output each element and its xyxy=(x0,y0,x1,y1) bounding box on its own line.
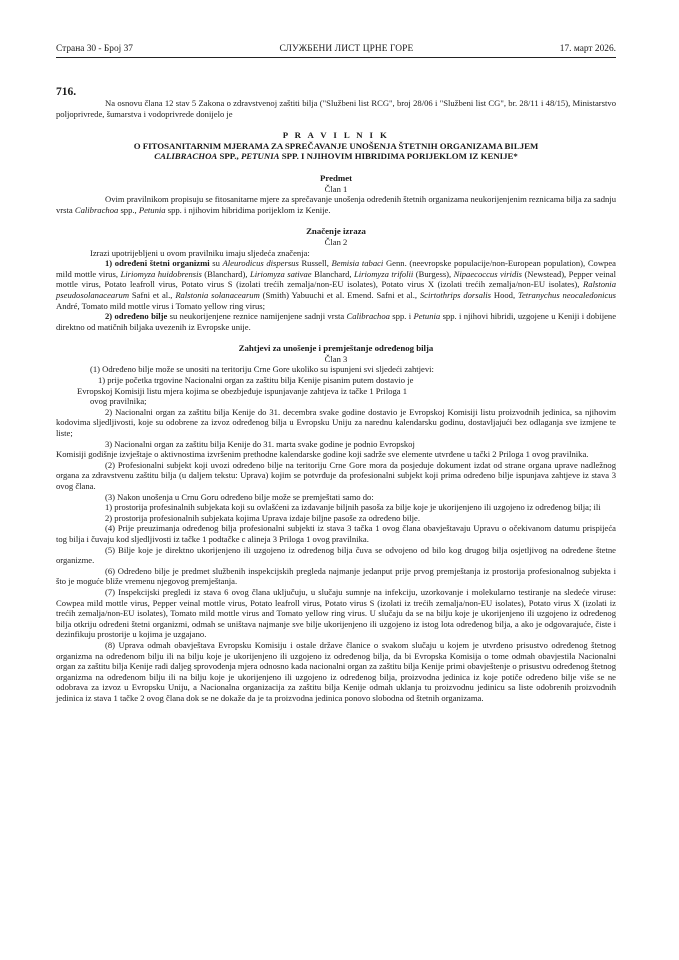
article-2-label: Član 2 xyxy=(324,236,348,247)
article-3-paragraph-1: (1) Određeno bilje može se unositi na teritoriju Crne Gore ukoliko su ispunjeni svi sljedeći zahtjevi: xyxy=(90,364,434,375)
header-gazette-title: СЛУЖБЕНИ ЛИСТ ЦРНЕ ГОРЕ xyxy=(279,44,414,54)
article-3-paragraph-5: (5) Bilje koje je direktno ukorijenjeno ili uzgojeno iz određenog bilja čuva se odvojeno od bilo kog drugog bilja osjetljivog na određene štetne organizme. xyxy=(56,544,616,566)
rulebook-word: P R A V I L N I K xyxy=(282,130,390,141)
article-3-item-1-line-3: ovog pravilnika; xyxy=(90,396,147,407)
article-3-paragraph-3-item-2: 2) prostorija profesionalnih subjekata kojima Uprava izdaje biljne pasoše za određeno bilje. xyxy=(105,512,421,523)
header-date: 17. март 2026. xyxy=(559,44,616,54)
article-3-paragraph-4: (4) Prije preuzimanja određenog bilja profesionalni subjekti iz stava 3 tačka 1 ovog člana obavještavaju Upravu o očekivanom datumu prispijeća tog bilja i čuvaju kod sljedljivosti iz tačke 1 podtačke c alineja 3 Priloga 1 ovog pravilnika. xyxy=(56,523,616,544)
section-heading-requirements: Zahtjevi za unošenje i premještanje određenog bilja xyxy=(238,343,434,354)
article-3-item-1-line-1: 1) prije početka trgovine Nacionalni organ za zaštitu bilja Kenije pisanim putem dostavio je xyxy=(98,375,414,386)
header-page-number: Страна 30 - Број 37 xyxy=(56,44,133,54)
document-number: 716. xyxy=(56,86,77,98)
article-3-label: Član 3 xyxy=(324,353,348,364)
definition-2: 2) određeno bilje su neukorijenjene reznice namijenjene sadnji vrsta Calibrachoa spp. i Petunia spp. i njihovi hibridi, uzgojene u Keniji i dobijene direktno od matičnih biljaka uvezenih iz Evropske unije. xyxy=(56,311,617,332)
article-3-paragraph-2: (2) Profesionalni subjekt koji uvozi određeno bilje na teritoriju Crne Gore mora da posjeduje dokument izdat od strane organa uprave nadležnog organa za zdravstvenu zaštitu bilja (u daljem tekstu: Uprava) kojim se potvrđuje da profesionalni subjekt koji prima određeno bilje ispunjava zahtjeve iz stava 3 ovog člana. xyxy=(56,459,616,491)
article-3-item-3-line-1: 3) Nacionalni organ za zaštitu bilja Kenije do 31. marta svake godine je podnio Evropskoj xyxy=(105,438,415,449)
rulebook-title: O FITOSANITARNIM MJERAMA ZA SPREČAVANJE UNOŠENJA ŠTETNIH ORGANIZAMA BILJEM CALIBRACHOA SPP., PETUNIA SPP. I NJIHOVIM HIBRIDIMA PORIJEKLOM IZ KENIJE* xyxy=(133,140,539,162)
article-1-text: Ovim pravilnikom propisuju se fitosanitarne mjere za sprečavanje unošenja određenih štetnih organizama neukorijenjenim reznicama bilja za sadnju vrsta Calibrachoa spp., Petunia spp. i njihovim hibridima porijeklom iz Kenije. xyxy=(56,194,616,215)
article-3-paragraph-3-item-1: 1) prostorija profesinalnih subjekata koji su ovlašćeni za izdavanje biljnih pasoša za bilje koje je ukorijenjeno ili uzgojeno iz određenog bilja; ili xyxy=(105,502,601,513)
preamble: Na osnovu člana 12 stav 5 Zakona o zdravstvenoj zaštiti bilja ("Službeni list RCG", broj 28/06 i "Službeni list CG", br. 28/11 i 48/15), Ministarstvo poljoprivrede, šumarstva i vodoprivrede donijelo je xyxy=(56,98,616,119)
article-3-paragraph-7: (7) Inspekcijski pregledi iz stava 6 ovog člana uključuju, u slučaju sumnje na infekciju, uzorkovanje i molekularno testiranje na sledeće viruse: Cowpea mild mottle virus, Pepper veinal mottle virus, Potato leafroll virus, Potato virus S (izolati iz trećih zemalja/non-EU isolates), Potato virus X (izolati iz trećih zemalja/non-EU isolates), Tomato mild mottle virus and Tomato yellow ring virus. U slučaju da se na bilju koje je ukorijenjeno ili uzgojeno iz određenog bilja otkriju određeni štetni organizmi, odmah se uništava najmanje sve bilje ukorijenjeno ili uzgojeno iz istog lota određenog bilja, a ako je odgovarajuće, čiste i dezinfikuju prostorije u kojima je uzgajano. xyxy=(56,586,616,640)
article-3-paragraph-8: (8) Uprava odmah obavještava Evropsku Komisiju i ostale države članice o svakom slučaju u kojem je utvrđeno prisustvo određenog štetnog organizma na određenom bilju ili na bilju koje je ukorijenjeno ili uzgojeno iz određenog bilja, da bi Evropska Komisija o tome odmah obavjestila Nacionalni organ za zaštitu bilja Kenije radi daljeg sprovođenja mjera odnosno kada nacionalni organ za zaštitu bilja Kenije primi obavještenje o prisustvu određenog štetnog organizma na određenom bilju ili na bilju koje je ukorijenjeno ili uzgojeno iz određenog bilja, proizvodna jedinica iz koje potiče određeno bilje više se ne odobrava za izvoz u Evropsku Uniju, a Nacionalna organizacija za zaštitu bilja Kenije odmah uklanja tu proizvodnu jedinicu sa liste odobrenih proizvodnih jedinica iz stava 1 tačke 2 ovog člana dok se ne dokaže da je ta proizvodna jedinica ponovo slobodna od štetnih organizama. xyxy=(56,639,616,703)
gazette-page xyxy=(56,44,616,703)
section-heading-definitions: Značenje izraza xyxy=(306,226,366,237)
article-3-item-3-line-2: Komisiji godišnje izvještaje o aktivnostima izvršenim prethodne kalendarske godine koji sadrže sve elemente utvrđene u tački 2 Priloga 1 ovog pravilnika. xyxy=(56,449,589,460)
definition-1: 1) određeni štetni organizmi su Aleurodicus dispersus Russell, Bemisia tabaci Genn. (neevropske populacije/non-European population), Cowpea mild mottle virus, Liriomyza huidobrensis (Blanchard), Liriomyza sativae Blanchard, Liriomyza trifolii (Burgess), Nipaecoccus viridis (Newstead), Pepper veinal mottle virus, Potato leafroll virus, Potato virus S (izolati trećih zemalja/non-EU isolates), Potato virus X (izolati trećih zemalja/non-EU isolates), Ralstonia pseudosolanacearum Safni et al., Ralstonia solanacearum (Smith) Yabuuchi et al. Emend. Safni et al., Scirtothrips dorsalis Hood, Tetranychus neocaledonicus André, Tomato mild mottle virus i Tomato yellow ring virus; xyxy=(56,258,616,311)
article-3-item-1-line-2: Evropskoj Komisiji listu mjera kojima se obezbjeđuje ispunjavanje zahtjeva iz tačke 1 Priloga 1 xyxy=(77,385,408,396)
article-1-label: Član 1 xyxy=(324,183,348,194)
article-2-intro: Izrazi upotrijebljeni u ovom pravilniku imaju sljedeća značenja: xyxy=(90,247,310,258)
article-3-paragraph-6: (6) Određeno bilje je predmet službenih inspekcijskih pregleda najmanje jedanput prije prvog premještanja iz prostorija profesionalnog subjekta i što je moguće bliže vremenu njegovog premještanja. xyxy=(56,565,616,587)
page-header xyxy=(56,44,616,58)
article-3-item-2: 2) Nacionalni organ za zaštitu bilja Kenije do 31. decembra svake godine dostavio je Evropskoj Komisiji listu proizvodnih jedinica, sa njihovim kodovima sljedljivosti, koje su odobrene za izvoz određenog bilja u Evropsku Uniju za narednu kalendarsku godinu, dostavljajući bez odlaganja sve izmjene te liste; xyxy=(56,406,616,439)
article-3-paragraph-3: (3) Nakon unošenja u Crnu Goru određeno bilje može se premještati samo do: xyxy=(105,491,374,502)
section-heading-predmet: Predmet xyxy=(319,172,353,183)
